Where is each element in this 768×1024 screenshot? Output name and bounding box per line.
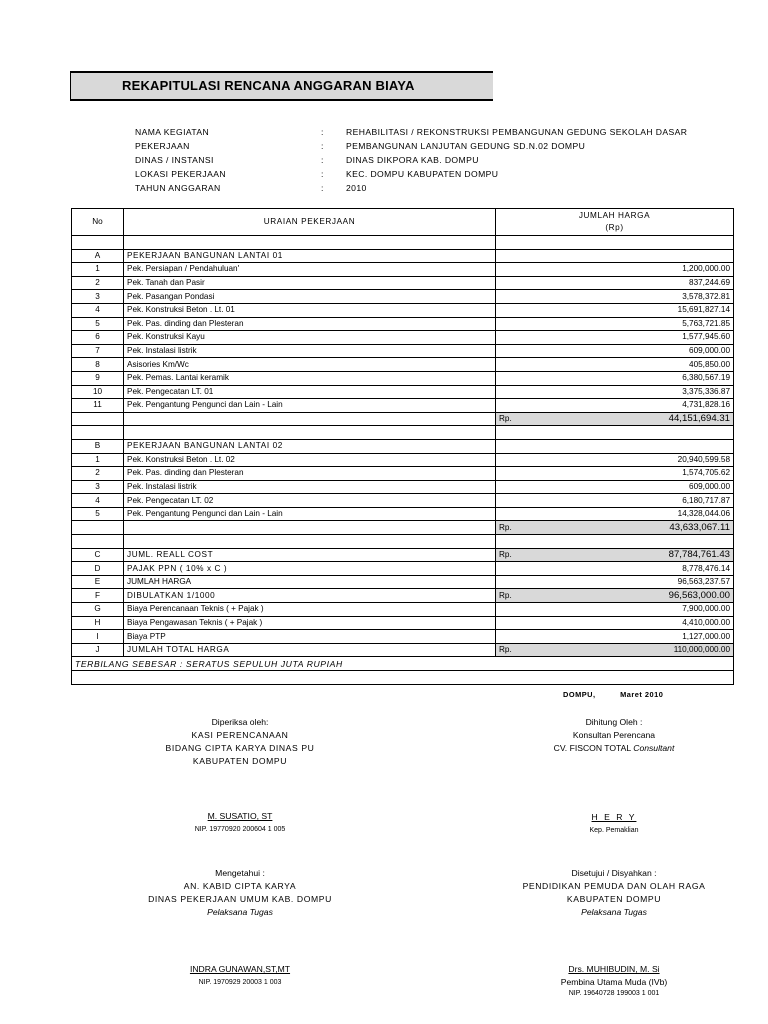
acknowledger-nip: NIP. 1970929 20003 1 003 [198, 979, 282, 986]
blank-row [72, 236, 734, 250]
examiner-caption: Diperiksa oleh: [211, 717, 269, 727]
calculator-company: CV. FISCON TOTAL [553, 743, 634, 753]
section-value [496, 439, 734, 453]
item-description: Pek. Instalasi listrik [124, 344, 496, 358]
item-no: 2 [72, 276, 124, 290]
info-label: TAHUN ANGGARAN [135, 183, 221, 193]
amount-value: 96,563,000.00 [668, 589, 730, 601]
item-value: 6,380,567.19 [496, 371, 734, 385]
examiner-name: M. SUSATIO, ST [207, 811, 273, 821]
table-row [72, 303, 734, 317]
approver-line1: PENDIDIKAN PEMUDA DAN OLAH RAGA [522, 881, 706, 891]
item-value: 4,731,828.16 [496, 399, 734, 413]
terbilang-text: TERBILANG SEBESAR : SERATUS SEPULUH JUTA RUPIAH [72, 657, 734, 671]
date-line [563, 690, 663, 699]
item-no: 7 [72, 344, 124, 358]
summary-code: H [72, 616, 124, 630]
item-description: Pek. Konstruksi Kayu [124, 331, 496, 345]
info-value: KEC. DOMPU KABUPATEN DOMPU [346, 169, 499, 179]
blank-row [72, 535, 734, 549]
examiner-nip: NIP. 19770920 200604 1 005 [194, 826, 286, 833]
blank-cell [496, 236, 734, 250]
table-row [72, 358, 734, 372]
blank-cell [124, 236, 496, 250]
item-value: 20,940,599.58 [496, 453, 734, 467]
blank-row [72, 671, 734, 685]
summary-code: J [72, 643, 124, 657]
calculator-caption: Dihitung Oleh : [585, 717, 643, 727]
calculator-role: Kep. Pemaklian [589, 827, 639, 834]
summary-code: G [72, 603, 124, 617]
summary-description: DIBULATKAN 1/1000 [124, 589, 496, 603]
info-value: PEMBANGUNAN LANJUTAN GEDUNG SD.N.02 DOMPU [346, 141, 586, 151]
item-no: 1 [72, 263, 124, 277]
date-month-year: Maret 2010 [620, 690, 664, 699]
summary-value: 7,900,000.00 [496, 603, 734, 617]
summary-description: JUMLAH HARGA [124, 575, 496, 589]
signature-block-acknowledger [110, 868, 370, 986]
date-place: DOMPU, [563, 690, 596, 699]
signature-block-approver [484, 868, 744, 997]
amount-value: 43,633,067.11 [669, 521, 730, 533]
info-value: REHABILITASI / REKONSTRUKSI PEMBANGUNAN GEDUNG SEKOLAH DASAR [346, 127, 688, 137]
approver-line2: KABUPATEN DOMPU [566, 894, 662, 904]
item-value: 15,691,827.14 [496, 303, 734, 317]
info-label: DINAS / INSTANSI [135, 155, 214, 165]
approver-line3: Pelaksana Tugas [581, 907, 647, 917]
table-row [72, 371, 734, 385]
info-label: PEKERJAAN [135, 141, 190, 151]
acknowledger-caption: Mengetahui : [215, 868, 265, 878]
section-row [72, 439, 734, 453]
document-title: REKAPITULASI RENCANA ANGGARAN BIAYA [122, 78, 415, 93]
signature-block-examiner [120, 717, 360, 833]
section-code: A [72, 249, 124, 263]
calculator-line2 [494, 743, 734, 753]
summary-value: 1,127,000.00 [496, 630, 734, 644]
table-row [72, 399, 734, 413]
item-no: 2 [72, 467, 124, 481]
acknowledger-line3: Pelaksana Tugas [207, 907, 273, 917]
item-description: Pek. Konstruksi Beton . Lt. 02 [124, 453, 496, 467]
item-value: 405,850.00 [496, 358, 734, 372]
item-value: 609,000.00 [496, 480, 734, 494]
approver-name: Drs. MUHIBUDIN, M. Si [568, 964, 660, 974]
signature-block-calculator [494, 717, 734, 834]
header-no: No [72, 209, 124, 236]
item-description: Pek. Pengecatan LT. 01 [124, 385, 496, 399]
examiner-line1: KASI PERENCANAAN [191, 730, 289, 740]
item-no: 3 [72, 480, 124, 494]
blank-cell [72, 236, 124, 250]
blank-cell [496, 535, 734, 549]
summary-row [72, 616, 734, 630]
item-description: Pek. Tanah dan Pasir [124, 276, 496, 290]
summary-row [72, 589, 734, 603]
item-no: 10 [72, 385, 124, 399]
summary-description: Biaya Perencanaan Teknis ( + Pajak ) [124, 603, 496, 617]
subtotal-row [72, 412, 734, 426]
header-unit: (Rp) [605, 223, 624, 232]
summary-value: 96,563,237.57 [496, 575, 734, 589]
item-no: 5 [72, 317, 124, 331]
rp-label: Rp. [499, 645, 512, 655]
calculator-company-suffix: Consultant [633, 743, 675, 753]
item-value: 1,574,705.62 [496, 467, 734, 481]
header-jumlah-label: JUMLAH HARGA [578, 211, 651, 220]
subtotal-row [72, 521, 734, 535]
table-row [72, 494, 734, 508]
item-description: Pek. Pengecatan LT. 02 [124, 494, 496, 508]
acknowledger-name: INDRA GUNAWAN,ST,MT [189, 964, 291, 974]
table-row [72, 467, 734, 481]
item-value: 1,200,000.00 [496, 263, 734, 277]
approver-rank: Pembina Utama Muda (IVb) [560, 977, 668, 987]
summary-row [72, 562, 734, 576]
item-value: 1,577,945.60 [496, 331, 734, 345]
section-value [496, 249, 734, 263]
table-row [72, 263, 734, 277]
info-colon: : [321, 127, 324, 137]
approver-caption: Disetujui / Disyahkan : [571, 868, 657, 878]
item-value: 3,375,336.87 [496, 385, 734, 399]
summary-description: Biaya Pengawasan Teknis ( + Pajak ) [124, 616, 496, 630]
table-row [72, 507, 734, 521]
examiner-line3: KABUPATEN DOMPU [192, 756, 288, 766]
item-description: Pek. Pemas. Lantai keramik [124, 371, 496, 385]
summary-code: C [72, 548, 124, 562]
table-header-row [72, 209, 734, 236]
table-row [72, 317, 734, 331]
info-colon: : [321, 169, 324, 179]
item-description: Pek. Pengantung Pengunci dan Lain - Lain [124, 399, 496, 413]
item-no: 6 [72, 331, 124, 345]
info-label: NAMA KEGIATAN [135, 127, 210, 137]
acknowledger-line2: DINAS PEKERJAAN UMUM KAB. DOMPU [148, 894, 332, 904]
table-row [72, 385, 734, 399]
info-colon: : [321, 155, 324, 165]
table-row [72, 331, 734, 345]
header-jumlah [496, 209, 734, 236]
subtotal-empty [124, 521, 496, 535]
amount-value: 87,784,761.43 [668, 548, 730, 560]
summary-description: Biaya PTP [124, 630, 496, 644]
item-value: 3,578,372.81 [496, 290, 734, 304]
subtotal-value [496, 521, 734, 535]
blank-cell [124, 535, 496, 549]
approver-nip: NIP. 19640728 199003 1 001 [568, 990, 660, 997]
blank-cell [72, 535, 124, 549]
item-no: 3 [72, 290, 124, 304]
acknowledger-line1: AN. KABID CIPTA KARYA [183, 881, 297, 891]
section-row [72, 249, 734, 263]
section-code: B [72, 439, 124, 453]
item-no: 11 [72, 399, 124, 413]
calculator-name: H E R Y [591, 812, 637, 822]
blank-cell [72, 426, 124, 440]
blank-cell [496, 426, 734, 440]
summary-value: 4,410,000.00 [496, 616, 734, 630]
subtotal-empty [124, 412, 496, 426]
info-colon: : [321, 183, 324, 193]
summary-row [72, 630, 734, 644]
info-value: DINAS DIKPORA KAB. DOMPU [346, 155, 479, 165]
item-description: Pek. Pas. dinding dan Plesteran [124, 317, 496, 331]
item-description: Pek. Pengantung Pengunci dan Lain - Lain [124, 507, 496, 521]
info-value: 2010 [346, 183, 367, 193]
summary-code: E [72, 575, 124, 589]
info-colon: : [321, 141, 324, 151]
section-title: PEKERJAAN BANGUNAN LANTAI 02 [124, 439, 496, 453]
item-no: 8 [72, 358, 124, 372]
summary-value [496, 643, 734, 657]
info-label: LOKASI PEKERJAAN [135, 169, 226, 179]
summary-description: PAJAK PPN ( 10% x C ) [124, 562, 496, 576]
rp-label: Rp. [499, 414, 512, 424]
summary-description: JUML. REALL COST [124, 548, 496, 562]
item-description: Asisories Km/Wc [124, 358, 496, 372]
item-value: 837,244.69 [496, 276, 734, 290]
summary-code: D [72, 562, 124, 576]
amount-value: 110,000,000.00 [673, 645, 730, 655]
amount-value: 44,151,694.31 [668, 413, 730, 425]
table-row [72, 290, 734, 304]
blank-cell [72, 671, 734, 685]
item-description: Pek. Instalasi listrik [124, 480, 496, 494]
item-value: 6,180,717.87 [496, 494, 734, 508]
terbilang-row [72, 657, 734, 671]
item-value: 14,328,044.06 [496, 507, 734, 521]
summary-value: 8,778,476.14 [496, 562, 734, 576]
item-no: 9 [72, 371, 124, 385]
subtotal-value [496, 412, 734, 426]
subtotal-empty [72, 521, 124, 535]
item-no: 4 [72, 494, 124, 508]
examiner-line2: BIDANG CIPTA KARYA DINAS PU [165, 743, 315, 753]
item-no: 5 [72, 507, 124, 521]
rab-table [71, 208, 734, 685]
blank-cell [124, 426, 496, 440]
summary-row [72, 643, 734, 657]
item-value: 5,763,721.85 [496, 317, 734, 331]
summary-row [72, 603, 734, 617]
item-description: Pek. Pasangan Pondasi [124, 290, 496, 304]
table-row [72, 344, 734, 358]
subtotal-empty [72, 412, 124, 426]
summary-value [496, 548, 734, 562]
item-description: Pek. Pas. dinding dan Plesteran [124, 467, 496, 481]
summary-value [496, 589, 734, 603]
section-title: PEKERJAAN BANGUNAN LANTAI 01 [124, 249, 496, 263]
summary-row [72, 548, 734, 562]
table-row [72, 480, 734, 494]
rp-label: Rp. [499, 590, 512, 600]
rp-label: Rp. [499, 549, 512, 559]
item-value: 609,000.00 [496, 344, 734, 358]
summary-description: JUMLAH TOTAL HARGA [124, 643, 496, 657]
table-row [72, 276, 734, 290]
item-no: 4 [72, 303, 124, 317]
item-description: Pek. Konstruksi Beton . Lt. 01 [124, 303, 496, 317]
table-row [72, 453, 734, 467]
rp-label: Rp. [499, 522, 512, 532]
header-uraian: URAIAN PEKERJAAN [124, 209, 496, 236]
blank-row [72, 426, 734, 440]
item-description: Pek. Persiapan / Pendahuluan' [124, 263, 496, 277]
calculator-line1: Konsultan Perencana [572, 730, 656, 740]
summary-code: F [72, 589, 124, 603]
summary-code: I [72, 630, 124, 644]
item-no: 1 [72, 453, 124, 467]
summary-row [72, 575, 734, 589]
